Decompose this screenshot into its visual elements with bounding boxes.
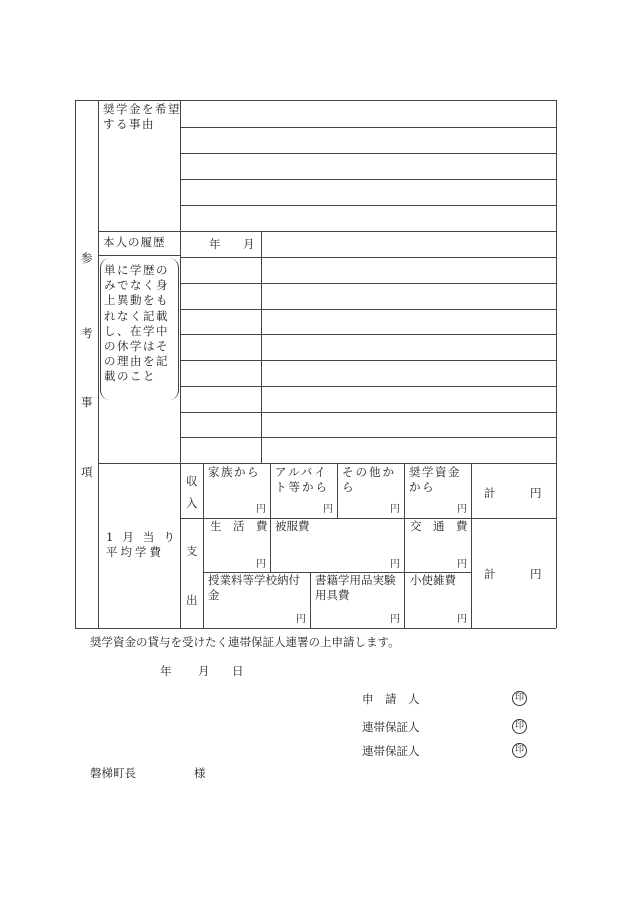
yen-books: 円	[390, 614, 400, 625]
date-year: 年	[160, 664, 172, 678]
yen-tuition: 円	[296, 614, 306, 625]
history-month-label: 月	[243, 237, 255, 251]
side-header-char-3: 事	[81, 395, 93, 409]
date-month: 月	[198, 664, 210, 678]
income-label-bottom: 入	[186, 496, 198, 510]
expense-tuition: 授業料等学校納付金	[208, 573, 300, 602]
side-header-char-2: 考	[81, 326, 93, 340]
monthly-label-line1: 1月当り	[106, 530, 184, 544]
income-family: 家族から	[208, 465, 260, 479]
applicant-seal: 印	[512, 691, 527, 706]
yen-pocket: 円	[457, 614, 467, 625]
guarantor1-label: 連帯保証人	[362, 720, 420, 734]
addressee-honorific: 様	[194, 766, 206, 780]
income-label-top: 収	[186, 474, 198, 488]
addressee-name: 磐梯町長	[90, 766, 136, 780]
yen-family: 円	[256, 504, 266, 515]
guarantor2-label: 連帯保証人	[362, 744, 420, 758]
expense-living: 生 活 費	[210, 519, 268, 533]
side-header-char-4: 項	[81, 465, 93, 479]
monthly-label-line2: 平均学費	[106, 545, 164, 559]
yen-transport: 円	[457, 559, 467, 570]
expense-books: 書籍学用品実験用具費	[315, 573, 396, 602]
expense-label-bottom: 出	[186, 593, 198, 607]
guarantor2-seal: 印	[512, 743, 527, 758]
yen-clothing: 円	[390, 559, 400, 570]
yen-living: 円	[256, 559, 266, 570]
expense-pocket: 小使雑費	[410, 573, 456, 587]
income-other: その他から	[342, 465, 396, 494]
yen-parttime: 円	[323, 504, 333, 515]
side-header-char-1: 参	[81, 251, 93, 265]
expense-label-top: 支	[186, 544, 198, 558]
expense-total: 計 円	[484, 567, 542, 581]
applicant-label: 申 請 人	[362, 692, 420, 706]
income-total: 計 円	[484, 486, 542, 500]
history-label: 本人の履歴	[103, 235, 166, 249]
expense-clothing: 被服費	[275, 519, 310, 533]
history-note: 単に学歴のみでなく身上異動をもれなく記載し、在学中の休学はその理由を記載のこと	[104, 263, 169, 384]
history-year-label: 年	[209, 237, 221, 251]
guarantor1-seal: 印	[512, 719, 527, 734]
application-text: 奨学資金の貸与を受けたく連帯保証人連署の上申請します。	[90, 635, 400, 649]
expense-transport: 交 通 費	[410, 519, 468, 533]
reason-label: 奨学金を希望する事由	[103, 102, 181, 131]
yen-other: 円	[390, 504, 400, 515]
income-parttime: アルバイト等から	[275, 465, 329, 494]
income-scholarship: 奨学資金から	[409, 465, 461, 494]
yen-scholarship: 円	[457, 504, 467, 515]
date-day: 日	[232, 664, 244, 678]
